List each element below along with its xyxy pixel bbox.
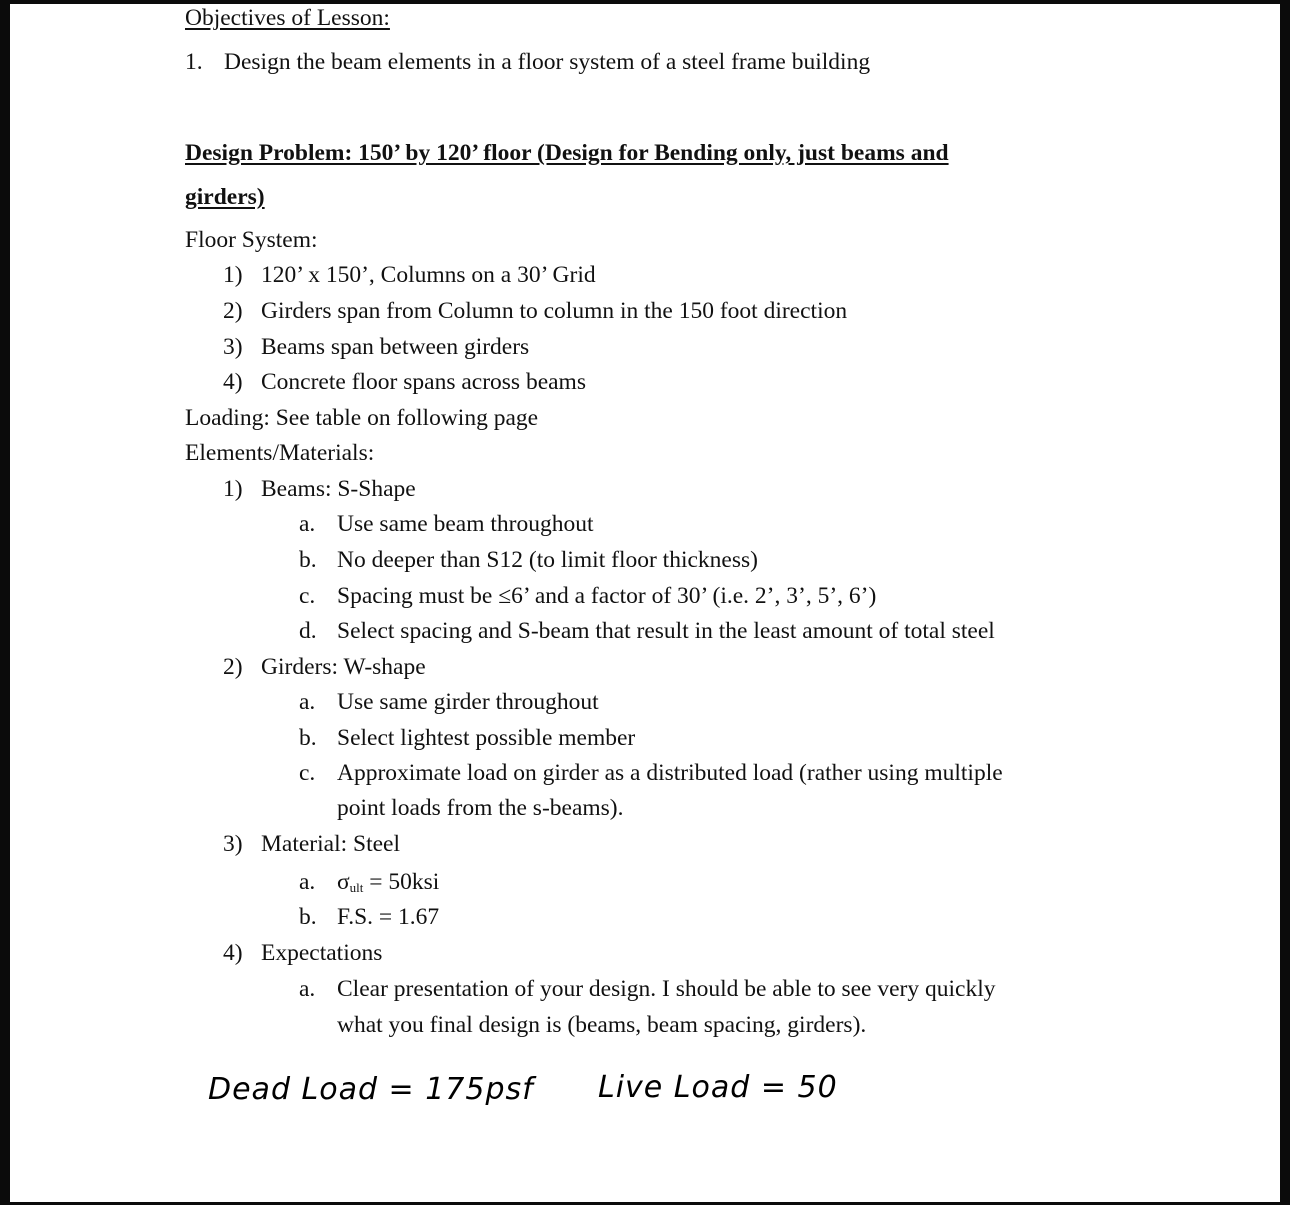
floor-item-text: 120’ x 150’, Columns on a 30’ Grid bbox=[261, 262, 596, 288]
beams-item-letter: c. bbox=[299, 583, 316, 609]
dead-load-handwriting: Dead Load = 175psf bbox=[208, 1072, 534, 1107]
loading-line: Loading: See table on following page bbox=[185, 405, 539, 431]
expectations-number: 4) bbox=[223, 940, 243, 966]
floor-item-number: 2) bbox=[223, 298, 243, 324]
ultimate-stress-line bbox=[337, 868, 439, 902]
girders-label: Girders: W-shape bbox=[261, 654, 426, 680]
floor-item-text: Girders span from Column to column in the 150 foot direction bbox=[261, 298, 848, 324]
floor-item-number: 3) bbox=[223, 334, 243, 360]
material-item-letter: b. bbox=[299, 904, 317, 930]
girders-item-letter: b. bbox=[299, 725, 317, 751]
expectations-item-letter: a. bbox=[299, 976, 316, 1002]
material-item-letter: a. bbox=[299, 869, 316, 895]
girders-item-text: Approximate load on girder as a distributed load (rather using multiple bbox=[337, 760, 1003, 786]
floor-system-heading: Floor System: bbox=[185, 227, 318, 253]
problem-title-line1: Design Problem: 150’ by 120’ floor (Design for Bending only, just beams and bbox=[185, 140, 949, 166]
ultimate-stress-value: = 50ksi bbox=[363, 869, 440, 895]
objective-text: Design the beam elements in a floor system of a steel frame building bbox=[224, 49, 871, 75]
beams-item-text: Spacing must be ≤6’ and a factor of 30’ (i.e. 2’, 3’, 5’, 6’) bbox=[337, 583, 877, 609]
expectations-item-text-continued: what you final design is (beams, beam spacing, girders). bbox=[337, 1012, 867, 1038]
beams-item-text: Use same beam throughout bbox=[337, 511, 594, 537]
material-number: 3) bbox=[223, 831, 243, 857]
expectations-label: Expectations bbox=[261, 940, 383, 966]
girders-item-text: Use same girder throughout bbox=[337, 689, 599, 715]
expectations-item-text: Clear presentation of your design. I should be able to see very quickly bbox=[337, 976, 996, 1002]
floor-item-text: Beams span between girders bbox=[261, 334, 530, 360]
beams-item-text: Select spacing and S-beam that result in the least amount of total steel bbox=[337, 618, 995, 644]
elements-heading: Elements/Materials: bbox=[185, 440, 375, 466]
beams-number: 1) bbox=[223, 476, 243, 502]
beams-item-letter: b. bbox=[299, 547, 317, 573]
beams-item-text: No deeper than S12 (to limit floor thickness) bbox=[337, 547, 758, 573]
girders-item-text: Select lightest possible member bbox=[337, 725, 636, 751]
beams-item-letter: a. bbox=[299, 511, 316, 537]
problem-title-line2: girders) bbox=[185, 184, 265, 210]
girders-item-letter: a. bbox=[299, 689, 316, 715]
girders-number: 2) bbox=[223, 654, 243, 680]
material-label: Material: Steel bbox=[261, 831, 400, 857]
objective-number: 1. bbox=[185, 49, 203, 75]
floor-item-text: Concrete floor spans across beams bbox=[261, 369, 586, 395]
sigma-symbol: σ bbox=[337, 869, 350, 895]
girders-item-letter: c. bbox=[299, 760, 316, 786]
objectives-title: Objectives of Lesson: bbox=[185, 5, 390, 31]
document-page bbox=[10, 4, 1280, 1202]
live-load-handwriting: Live Load = 50 bbox=[598, 1070, 838, 1105]
factor-of-safety-line: F.S. = 1.67 bbox=[337, 904, 440, 930]
ult-subscript: ult bbox=[349, 880, 364, 895]
beams-label: Beams: S-Shape bbox=[261, 476, 416, 502]
beams-item-letter: d. bbox=[299, 618, 317, 644]
girders-item-text-continued: point loads from the s-beams). bbox=[337, 795, 624, 821]
floor-item-number: 1) bbox=[223, 262, 243, 288]
floor-item-number: 4) bbox=[223, 369, 243, 395]
